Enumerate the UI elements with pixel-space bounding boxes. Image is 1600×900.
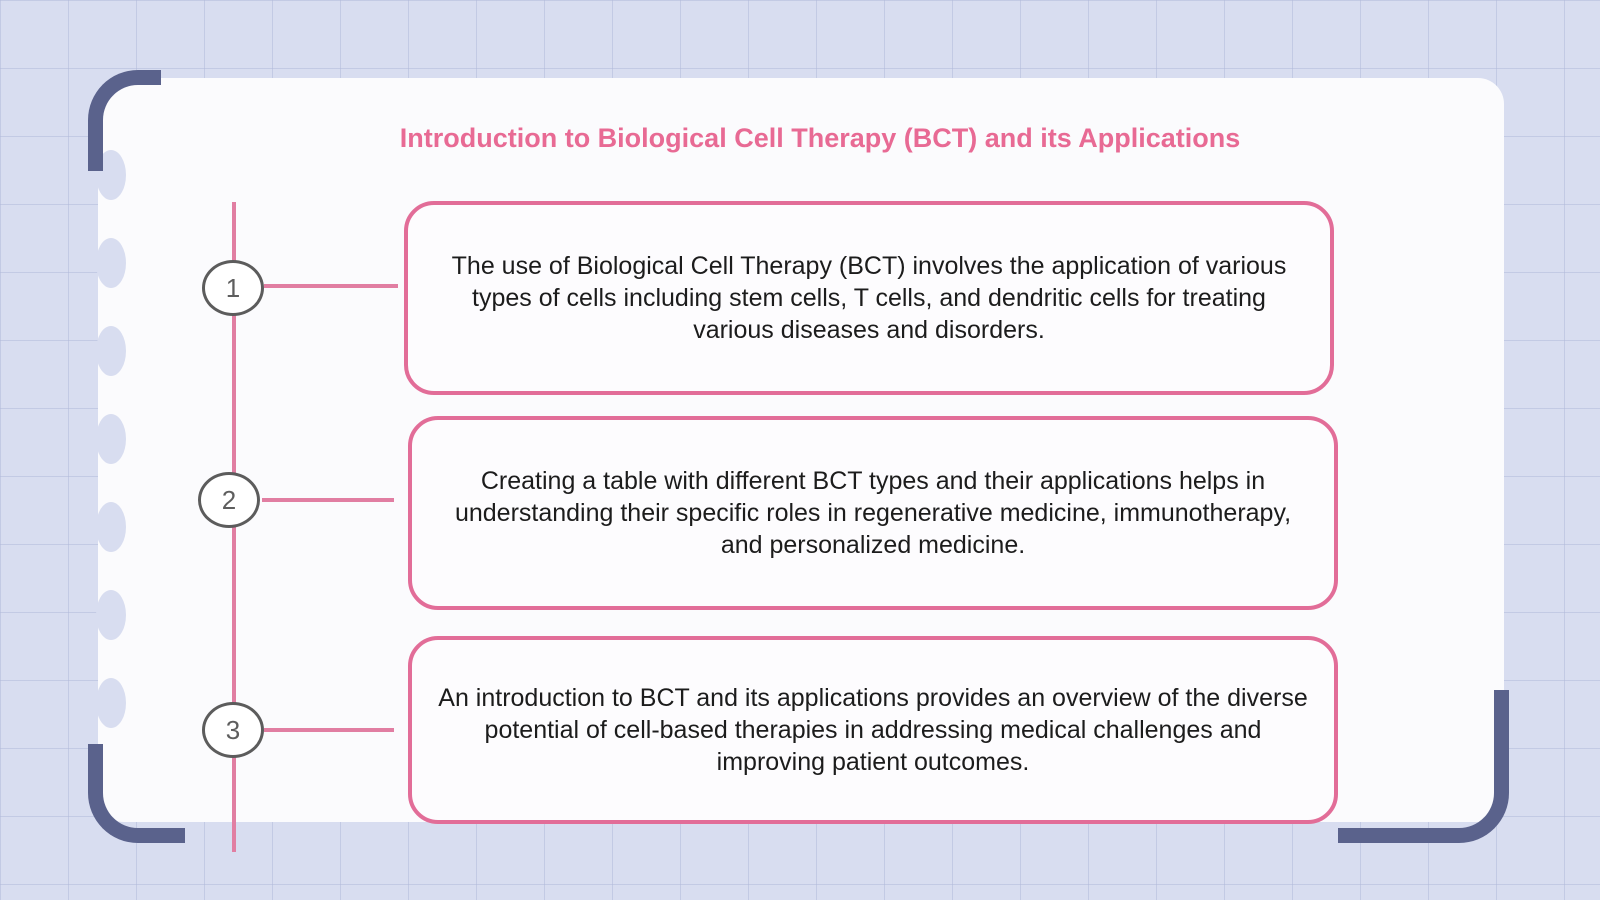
step-text-2: Creating a table with different BCT types and their applications helps in understanding their specific roles in regenerative medicine, immunotherapy, and personalized medicine. (454, 467, 1292, 559)
connector-line (264, 284, 398, 288)
connector-line (264, 728, 394, 732)
step-text-1: The use of Biological Cell Therapy (BCT) involves the application of various types of cells including stem cells, T cells, and dendritic cells for treating various diseases and disorders. (451, 252, 1287, 344)
corner-bracket-bottom-right (1338, 690, 1509, 843)
corner-bracket-top-left (88, 70, 161, 171)
step-number-2: 2 (198, 472, 260, 528)
paper-scallop (96, 326, 126, 376)
step-number-3: 3 (202, 702, 264, 758)
paper-scallop (96, 502, 126, 552)
step-card-2 (408, 416, 1338, 610)
paper-scallop (96, 590, 126, 640)
paper-scallop (96, 678, 126, 728)
step-card-1 (404, 201, 1334, 395)
paper-scallop (96, 414, 126, 464)
step-card-3 (408, 636, 1338, 824)
corner-bracket-bottom-left (88, 744, 185, 843)
paper-scallop (96, 238, 126, 288)
step-number-1: 1 (202, 260, 264, 316)
step-text-3: An introduction to BCT and its applications provides an overview of the diverse potential of cell-based therapies in addressing medical challenges and improving patient outcomes. (438, 684, 1308, 776)
connector-line (262, 498, 394, 502)
slide-title: Introduction to Biological Cell Therapy (BCT) and its Applications (399, 123, 1241, 153)
